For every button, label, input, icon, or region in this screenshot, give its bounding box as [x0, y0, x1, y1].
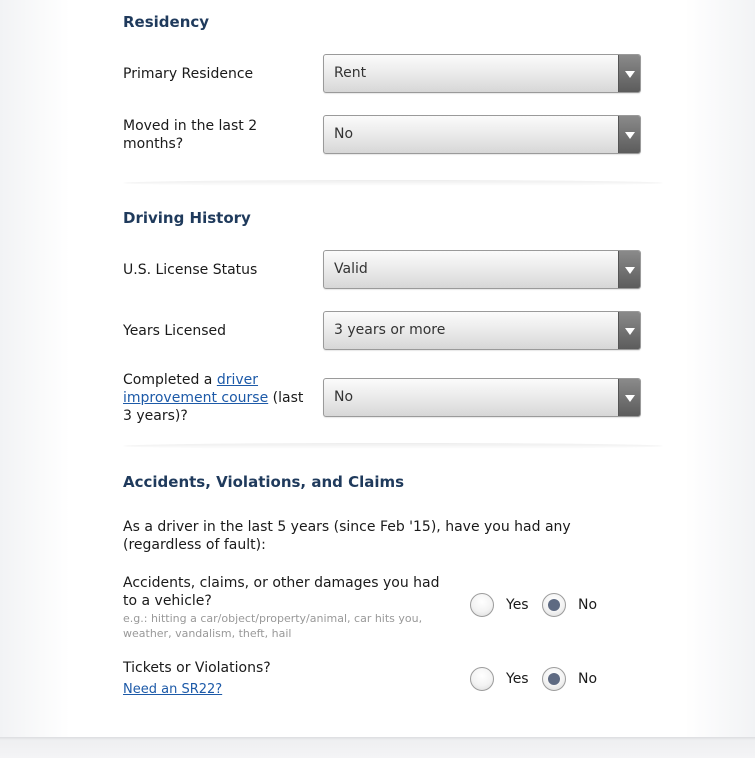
damages-yes-label: Yes [506, 597, 529, 613]
license-status-value: Valid [334, 261, 368, 277]
residency-heading: Residency [123, 13, 210, 31]
tickets-yes-radio[interactable] [470, 667, 494, 691]
page-background-left [0, 0, 70, 738]
moved-recently-select[interactable] [323, 115, 641, 154]
damages-no-label: No [578, 597, 598, 613]
driver-improvement-course-link[interactable]: driver improvement course [123, 372, 269, 406]
driving-history-heading: Driving History [123, 209, 251, 227]
tickets-no-radio[interactable] [542, 667, 566, 691]
damages-no-radio[interactable] [542, 593, 566, 617]
moved-recently-value: No [334, 126, 354, 142]
improvement-course-label [123, 371, 311, 425]
improvement-course-label-start: Completed a [123, 372, 217, 388]
chevron-down-icon [618, 116, 640, 153]
section-divider [123, 443, 663, 449]
chevron-down-icon [618, 379, 640, 416]
tickets-no-label: No [578, 671, 598, 687]
years-licensed-label: Years Licensed [123, 323, 227, 339]
damages-question [123, 574, 453, 641]
improvement-course-select[interactable] [323, 378, 641, 417]
section-divider [123, 180, 663, 186]
tickets-question: Tickets or Violations? [123, 660, 271, 676]
damages-yes-radio[interactable] [470, 593, 494, 617]
chevron-down-icon [618, 55, 640, 92]
footer-band [0, 737, 755, 758]
improvement-course-value: No [334, 389, 354, 405]
page-background-right [685, 0, 755, 738]
sr22-link[interactable]: Need an SR22? [123, 682, 223, 697]
years-licensed-value: 3 years or more [334, 322, 446, 338]
years-licensed-select[interactable] [323, 311, 641, 350]
tickets-yes-label: Yes [506, 671, 529, 687]
damages-hint: e.g.: hitting a car/object/property/animal, car hits you, weather, vandalism, theft, hail [123, 612, 423, 640]
accidents-intro: As a driver in the last 5 years (since Feb '15), have you had any (regardless of fault): [123, 519, 571, 553]
accidents-heading: Accidents, Violations, and Claims [123, 473, 405, 491]
improvement-course-label-end: (last 3 years)? [123, 390, 304, 424]
license-status-select[interactable] [323, 250, 641, 289]
primary-residence-label: Primary Residence [123, 66, 254, 82]
chevron-down-icon [618, 251, 640, 288]
chevron-down-icon [618, 312, 640, 349]
license-status-label: U.S. License Status [123, 262, 258, 278]
primary-residence-select[interactable] [323, 54, 641, 93]
primary-residence-value: Rent [334, 65, 367, 81]
damages-question-text: Accidents, claims, or other damages you had to a vehicle? [123, 575, 440, 609]
moved-recently-label: Moved in the last 2 months? [123, 118, 258, 152]
